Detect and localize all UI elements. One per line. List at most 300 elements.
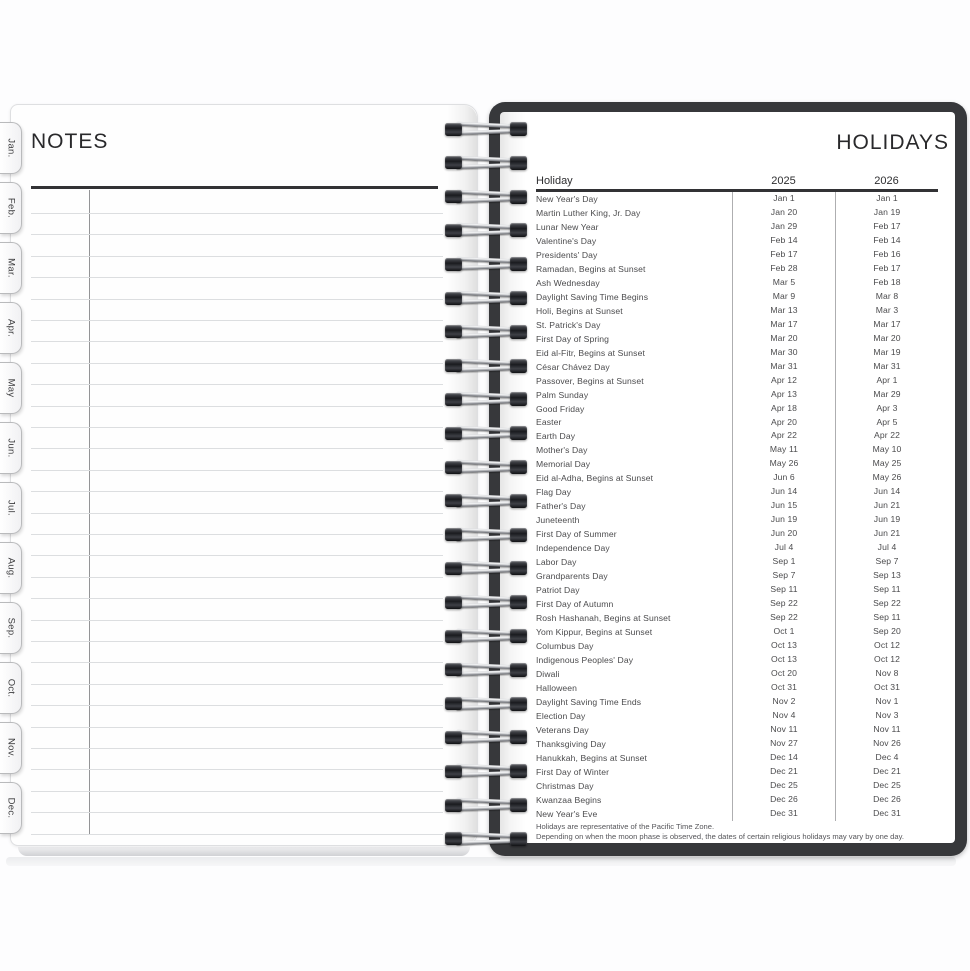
holiday-name: Daylight Saving Time Ends: [536, 696, 642, 707]
coil-wire: [456, 771, 518, 777]
binding-coil: [443, 221, 531, 239]
table-row: [536, 667, 938, 681]
holiday-name: Eid al-Adha, Begins at Sunset: [536, 473, 654, 484]
date-2025: Mar 9: [732, 290, 835, 304]
binding-coil: [443, 357, 531, 375]
date-2025: Apr 22: [732, 429, 835, 443]
holiday-name: Juneteenth: [536, 515, 580, 526]
date-2026: Sep 22: [835, 597, 938, 611]
month-tab-nov: [0, 722, 22, 774]
coil-end-right: [510, 426, 527, 440]
binding-coil: [443, 188, 531, 206]
date-2025: Nov 27: [732, 737, 835, 751]
date-2026: Oct 31: [835, 681, 938, 695]
coil-end-right: [510, 392, 527, 406]
date-2025: Jun 6: [732, 471, 835, 485]
table-row: [536, 374, 938, 388]
table-row: [536, 513, 938, 527]
date-2026: Apr 5: [835, 416, 938, 430]
coil-end-left: [445, 461, 462, 474]
coil-end-left: [445, 697, 462, 710]
date-2026: Jul 4: [835, 541, 938, 555]
coil-wire: [456, 737, 518, 743]
date-2026: May 26: [835, 471, 938, 485]
date-2025: Dec 14: [732, 751, 835, 765]
table-row: [536, 485, 938, 499]
coil-end-right: [510, 764, 527, 778]
binding-coil: [443, 424, 531, 442]
note-line: [31, 341, 443, 342]
holiday-name: Grandparents Day: [536, 571, 608, 582]
note-line: [31, 491, 443, 492]
month-tab-jul: [0, 482, 22, 534]
left-page-stack-edge: [18, 847, 470, 856]
binding-coil: [443, 661, 531, 679]
table-row: [536, 779, 938, 793]
holiday-name: Hanukkah, Begins at Sunset: [536, 752, 648, 763]
note-line: [31, 684, 443, 685]
month-tab-jan: [0, 122, 22, 174]
holiday-name: New Year's Day: [536, 193, 598, 204]
holiday-name: Rosh Hashanah, Begins at Sunset: [536, 613, 671, 624]
coil-end-left: [445, 799, 462, 812]
table-row: [536, 346, 938, 360]
coil-end-left: [445, 427, 462, 440]
date-2025: Feb 17: [732, 248, 835, 262]
table-row: [536, 234, 938, 248]
date-2025: Jun 19: [732, 513, 835, 527]
date-2026: Jun 14: [835, 485, 938, 499]
binding-coil: [443, 289, 531, 307]
coil-wire: [456, 831, 518, 837]
date-2026: Dec 26: [835, 793, 938, 807]
coil-end-left: [445, 731, 462, 744]
table-row: [536, 304, 938, 318]
date-2026: Nov 3: [835, 709, 938, 723]
coil-end-left: [445, 393, 462, 406]
coil-end-right: [510, 156, 527, 170]
date-2026: Feb 17: [835, 220, 938, 234]
holiday-name: Easter: [536, 417, 562, 428]
holiday-name: Thanksgiving Day: [536, 738, 606, 749]
note-line: [31, 406, 443, 407]
coil-wire: [456, 324, 518, 330]
month-tab-dec: [0, 782, 22, 834]
date-2025: Apr 13: [732, 388, 835, 402]
holidays-table-body: [536, 192, 938, 821]
note-line: [31, 641, 443, 642]
date-2025: Jun 15: [732, 499, 835, 513]
date-2025: Jan 1: [732, 192, 835, 206]
month-tab-label: Mar.: [5, 258, 16, 278]
holiday-name: Halloween: [536, 682, 578, 693]
date-2026: Jun 21: [835, 527, 938, 541]
note-line: [31, 598, 443, 599]
coil-end-left: [445, 630, 462, 643]
holiday-name: First Day of Spring: [536, 333, 610, 344]
date-2026: Dec 31: [835, 807, 938, 821]
holiday-name: Good Friday: [536, 403, 585, 414]
page-stack-edge: [6, 857, 956, 866]
table-row: [536, 639, 938, 653]
holiday-name: Presidents' Day: [536, 249, 598, 260]
note-line: [31, 727, 443, 728]
coil-end-left: [445, 663, 462, 676]
date-2025: Jun 14: [732, 485, 835, 499]
date-2025: Oct 31: [732, 681, 835, 695]
month-tab-label: Jul.: [5, 500, 16, 516]
table-row: [536, 611, 938, 625]
table-row: [536, 807, 938, 821]
date-2025: May 11: [732, 443, 835, 457]
date-2026: Jun 19: [835, 513, 938, 527]
binding-coil: [443, 796, 531, 814]
table-row: [536, 555, 938, 569]
table-row: [536, 388, 938, 402]
month-tab-label: Jun.: [5, 438, 16, 458]
coil-wire: [456, 264, 518, 270]
coil-end-right: [510, 697, 527, 711]
coil-end-right: [510, 494, 527, 508]
holiday-name: Ash Wednesday: [536, 277, 600, 288]
coil-end-right: [510, 528, 527, 542]
coil-end-right: [510, 190, 527, 204]
table-row: [536, 332, 938, 346]
coil-end-left: [445, 123, 462, 136]
note-line: [31, 384, 443, 385]
month-tab-mar: [0, 242, 22, 294]
date-2025: Oct 1: [732, 625, 835, 639]
date-2025: Oct 13: [732, 653, 835, 667]
holidays-page-title: HOLIDAYS: [836, 131, 949, 154]
coil-wire: [456, 839, 518, 845]
note-line: [31, 705, 443, 706]
date-2025: Apr 20: [732, 416, 835, 430]
date-2026: Nov 26: [835, 737, 938, 751]
coil-wire: [456, 230, 518, 236]
coil-wire: [456, 467, 518, 473]
note-line: [31, 256, 443, 257]
month-tab-oct: [0, 662, 22, 714]
note-line: [31, 662, 443, 663]
holiday-name: Labor Day: [536, 557, 577, 568]
coil-wire: [456, 298, 518, 304]
coil-end-left: [445, 562, 462, 575]
holiday-name: Flag Day: [536, 487, 572, 498]
table-row: [536, 360, 938, 374]
coil-wire: [456, 291, 518, 297]
coil-wire: [456, 129, 518, 135]
note-line: [31, 834, 443, 835]
coil-wire: [456, 163, 518, 169]
date-2025: Sep 22: [732, 597, 835, 611]
date-2025: Oct 20: [732, 667, 835, 681]
holiday-name: Veterans Day: [536, 724, 589, 735]
date-2026: Jun 21: [835, 499, 938, 513]
coil-end-left: [445, 325, 462, 338]
month-tab-apr: [0, 302, 22, 354]
date-2025: Mar 13: [732, 304, 835, 318]
date-2026: Mar 31: [835, 360, 938, 374]
binding-coil: [443, 526, 531, 544]
month-tab-feb: [0, 182, 22, 234]
note-line: [31, 234, 443, 235]
binding-coil: [443, 559, 531, 577]
binding-coil: [443, 695, 531, 713]
table-row: [536, 429, 938, 443]
holiday-name: Patriot Day: [536, 585, 580, 596]
binding-coil: [443, 323, 531, 341]
date-2025: Jan 29: [732, 220, 835, 234]
table-row: [536, 192, 938, 206]
date-2026: Sep 11: [835, 583, 938, 597]
note-line: [31, 448, 443, 449]
date-2026: Oct 12: [835, 653, 938, 667]
coil-wire: [456, 460, 518, 466]
holiday-name: Yom Kippur, Begins at Sunset: [536, 627, 653, 638]
notes-header-rule: [31, 186, 438, 189]
coil-end-right: [510, 460, 527, 474]
holiday-name: César Chávez Day: [536, 361, 610, 372]
coil-wire: [456, 696, 518, 702]
holiday-name: Indigenous Peoples' Day: [536, 654, 634, 665]
coil-end-right: [510, 798, 527, 812]
table-row: [536, 709, 938, 723]
note-line: [31, 812, 443, 813]
table-row: [536, 220, 938, 234]
date-2026: Feb 14: [835, 234, 938, 248]
coil-wire: [456, 527, 518, 533]
coil-wire: [456, 358, 518, 364]
holiday-name: Father's Day: [536, 501, 586, 512]
coil-end-left: [445, 832, 462, 845]
binding-coil: [443, 593, 531, 611]
date-2025: Dec 21: [732, 765, 835, 779]
coil-wire: [456, 332, 518, 338]
note-line: [31, 577, 443, 578]
date-2025: Mar 31: [732, 360, 835, 374]
table-row: [536, 457, 938, 471]
coil-wire: [456, 561, 518, 567]
date-2026: Sep 11: [835, 611, 938, 625]
table-row: [536, 597, 938, 611]
coil-end-left: [445, 292, 462, 305]
month-tab-label: Nov.: [5, 737, 16, 759]
coil-end-right: [510, 663, 527, 677]
binding-coil: [443, 154, 531, 172]
notes-page-title: NOTES: [31, 130, 109, 153]
date-2026: Apr 3: [835, 402, 938, 416]
date-2026: Mar 19: [835, 346, 938, 360]
month-tab-label: May: [5, 378, 16, 398]
holiday-name: Independence Day: [536, 543, 610, 554]
holiday-name: Valentine's Day: [536, 235, 597, 246]
note-line: [31, 620, 443, 621]
note-line: [31, 769, 443, 770]
note-line: [31, 427, 443, 428]
coil-end-left: [445, 765, 462, 778]
coil-wire: [456, 493, 518, 499]
coil-wire: [456, 426, 518, 432]
holiday-name: Columbus Day: [536, 640, 594, 651]
note-line: [31, 534, 443, 535]
holiday-name: First Day of Winter: [536, 766, 610, 777]
coil-wire: [456, 155, 518, 161]
coil-end-left: [445, 156, 462, 169]
date-2025: Dec 25: [732, 779, 835, 793]
date-2026: Mar 3: [835, 304, 938, 318]
date-2026: Sep 13: [835, 569, 938, 583]
coil-end-right: [510, 257, 527, 271]
table-row: [536, 290, 938, 304]
coil-end-right: [510, 122, 527, 136]
footnote-moon-phase: Depending on when the moon phase is observed, the dates of certain religious holidays may vary by one day.: [536, 831, 904, 841]
note-line: [31, 277, 443, 278]
date-2026: Mar 20: [835, 332, 938, 346]
coil-end-right: [510, 561, 527, 575]
date-2026: Sep 7: [835, 555, 938, 569]
binding-coil: [443, 120, 531, 138]
holiday-name: Eid al-Fitr, Begins at Sunset: [536, 347, 645, 358]
coil-wire: [456, 602, 518, 608]
table-row: [536, 416, 938, 430]
date-2026: Nov 8: [835, 667, 938, 681]
date-2025: Sep 22: [732, 611, 835, 625]
date-2025: Mar 30: [732, 346, 835, 360]
month-tab-label: Jan.: [5, 138, 16, 158]
month-tab-jun: [0, 422, 22, 474]
month-tab-aug: [0, 542, 22, 594]
table-row: [536, 681, 938, 695]
date-2026: Nov 1: [835, 695, 938, 709]
month-tab-label: Apr.: [5, 318, 16, 338]
coil-wire: [456, 189, 518, 195]
coil-wire: [456, 798, 518, 804]
holiday-name: Kwanzaa Begins: [536, 794, 602, 805]
table-row: [536, 499, 938, 513]
binding-coil: [443, 762, 531, 780]
coil-end-left: [445, 359, 462, 372]
coil-end-right: [510, 629, 527, 643]
date-2026: Mar 29: [835, 388, 938, 402]
date-2026: Apr 22: [835, 429, 938, 443]
holiday-name: Palm Sunday: [536, 389, 589, 400]
table-row: [536, 402, 938, 416]
month-tab-sep: [0, 602, 22, 654]
coil-end-left: [445, 190, 462, 203]
table-row: [536, 471, 938, 485]
coil-wire: [456, 399, 518, 405]
column-header-2025: 2025: [771, 175, 796, 187]
binding-coil: [443, 830, 531, 848]
holiday-name: First Day of Summer: [536, 529, 617, 540]
date-2026: May 25: [835, 457, 938, 471]
date-2025: Sep 7: [732, 569, 835, 583]
date-2025: Feb 14: [732, 234, 835, 248]
date-2026: Feb 16: [835, 248, 938, 262]
date-2026: Mar 17: [835, 318, 938, 332]
table-row: [536, 653, 938, 667]
date-2026: Dec 21: [835, 765, 938, 779]
table-row: [536, 248, 938, 262]
date-2025: Nov 11: [732, 723, 835, 737]
coil-wire: [456, 662, 518, 668]
coil-end-left: [445, 494, 462, 507]
holiday-name: Holi, Begins at Sunset: [536, 305, 623, 316]
coil-end-left: [445, 224, 462, 237]
table-row: [536, 723, 938, 737]
coil-wire: [456, 433, 518, 439]
holiday-name: Christmas Day: [536, 780, 594, 791]
date-2025: Nov 2: [732, 695, 835, 709]
month-tab-label: Sep.: [5, 617, 16, 639]
table-row: [536, 206, 938, 220]
date-2025: Dec 31: [732, 807, 835, 821]
date-2025: Feb 28: [732, 262, 835, 276]
binding-coil: [443, 390, 531, 408]
holiday-name: New Year's Eve: [536, 808, 598, 819]
binding-coil: [443, 255, 531, 273]
holiday-name: Memorial Day: [536, 459, 591, 470]
date-2026: Dec 4: [835, 751, 938, 765]
note-line: [31, 363, 443, 364]
date-2025: Jul 4: [732, 541, 835, 555]
month-tab-label: Oct.: [5, 678, 16, 698]
month-tab-label: Dec.: [5, 797, 16, 819]
date-2026: Sep 20: [835, 625, 938, 639]
holiday-name: First Day of Autumn: [536, 599, 614, 610]
table-row: [536, 262, 938, 276]
date-2025: Sep 11: [732, 583, 835, 597]
coil-wire: [456, 535, 518, 541]
coil-wire: [456, 223, 518, 229]
date-2025: Mar 17: [732, 318, 835, 332]
holiday-name: Martin Luther King, Jr. Day: [536, 207, 641, 218]
notes-page: [10, 104, 478, 846]
note-line: [31, 555, 443, 556]
date-2026: May 10: [835, 443, 938, 457]
holiday-name: Lunar New Year: [536, 221, 599, 232]
table-row: [536, 527, 938, 541]
coil-end-right: [510, 832, 527, 846]
holiday-name: St. Patrick's Day: [536, 319, 601, 330]
month-tab-may: [0, 362, 22, 414]
coil-wire: [456, 568, 518, 574]
date-2026: Jan 19: [835, 206, 938, 220]
table-row: [536, 541, 938, 555]
date-2025: Apr 12: [732, 374, 835, 388]
holidays-table: [536, 170, 938, 821]
coil-end-right: [510, 291, 527, 305]
table-row: [536, 569, 938, 583]
coil-end-left: [445, 258, 462, 271]
date-2025: Jan 20: [732, 206, 835, 220]
note-line: [31, 213, 443, 214]
note-line: [31, 299, 443, 300]
binding-coil: [443, 627, 531, 645]
coil-end-right: [510, 595, 527, 609]
binding-coil: [443, 728, 531, 746]
holiday-name: Diwali: [536, 668, 560, 679]
date-2025: Mar 5: [732, 276, 835, 290]
footnote-timezone: Holidays are representative of the Pacific Time Zone.: [536, 822, 715, 831]
date-2025: May 26: [732, 457, 835, 471]
coil-wire: [456, 501, 518, 507]
date-2026: Feb 18: [835, 276, 938, 290]
table-row: [536, 318, 938, 332]
coil-wire: [456, 122, 518, 128]
coil-wire: [456, 730, 518, 736]
